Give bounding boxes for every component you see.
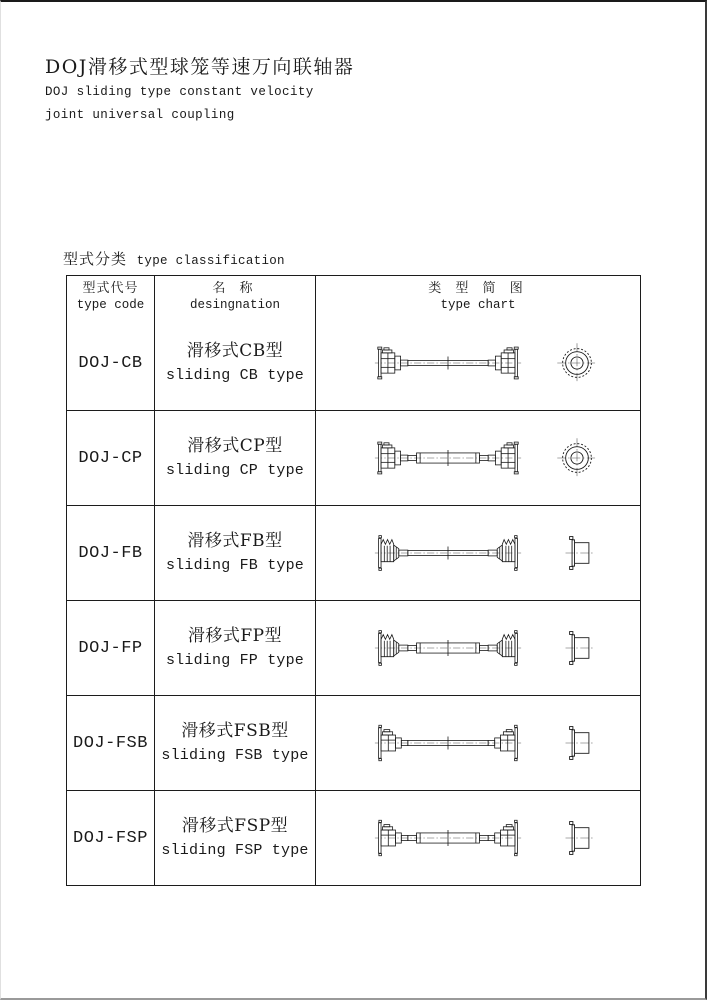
column-header-designation-en: desingnation	[189, 297, 280, 312]
coupling-end-view-drawing	[554, 813, 600, 863]
type-name-english: sliding FSP type	[161, 842, 309, 859]
title-block	[45, 54, 354, 127]
designation-cell	[154, 506, 315, 600]
type-name-chinese: 滑移式CB型	[186, 341, 284, 361]
column-header-type-code	[67, 276, 154, 316]
column-header-type-code-zh: 型式代号	[82, 280, 139, 296]
table-row	[67, 316, 640, 410]
table-row	[67, 790, 640, 885]
type-chart-cell	[315, 411, 640, 505]
type-name-chinese: 滑移式FP型	[187, 626, 283, 646]
type-name-english: sliding CB type	[165, 367, 305, 384]
section-heading-english: type classification	[136, 254, 285, 268]
type-code: DOJ-FP	[78, 638, 143, 658]
type-code: DOJ-CB	[78, 353, 143, 373]
type-code-cell	[67, 411, 154, 505]
type-classification-table	[66, 275, 641, 886]
type-name-chinese: 滑移式FSB型	[181, 721, 289, 741]
type-code: DOJ-FSP	[73, 828, 148, 848]
type-code: DOJ-FSB	[73, 733, 148, 753]
table-header-row	[67, 276, 640, 316]
type-name-english: sliding FP type	[165, 652, 305, 669]
page-title-english-line2: joint universal coupling	[45, 108, 235, 122]
page-title-english-line1: DOJ sliding type constant velocity	[45, 85, 314, 99]
section-heading	[63, 248, 285, 269]
type-chart-cell	[315, 791, 640, 885]
type-name-chinese: 滑移式CP型	[187, 436, 283, 456]
coupling-side-view-drawing	[372, 712, 524, 774]
coupling-side-view-drawing	[372, 522, 524, 584]
type-code-cell	[67, 316, 154, 410]
type-name-english: sliding FB type	[165, 557, 305, 574]
type-chart-cell	[315, 696, 640, 790]
type-name-chinese: 滑移式FSP型	[181, 816, 289, 836]
coupling-side-view-drawing	[372, 807, 524, 869]
type-code-cell	[67, 791, 154, 885]
coupling-end-view-drawing	[554, 623, 600, 673]
designation-cell	[154, 601, 315, 695]
column-header-type-chart-zh: 类 型 简 图	[428, 280, 528, 296]
table-body	[67, 316, 640, 885]
coupling-end-view-drawing	[554, 528, 600, 578]
type-code: DOJ-CP	[78, 448, 143, 468]
type-code-cell	[67, 696, 154, 790]
type-chart-cell	[315, 506, 640, 600]
coupling-end-view-drawing	[554, 718, 600, 768]
type-chart-cell	[315, 601, 640, 695]
coupling-end-view-drawing	[554, 433, 600, 483]
table-row	[67, 505, 640, 600]
designation-cell	[154, 411, 315, 505]
section-heading-chinese: 型式分类	[63, 250, 128, 268]
type-code-cell	[67, 601, 154, 695]
type-code-cell	[67, 506, 154, 600]
type-name-english: sliding FSB type	[161, 747, 309, 764]
coupling-side-view-drawing	[372, 332, 524, 394]
page-title-chinese: DOJ滑移式型球笼等速万向联轴器	[45, 56, 355, 78]
type-chart-cell	[315, 316, 640, 410]
table-row	[67, 600, 640, 695]
type-name-chinese: 滑移式FB型	[187, 531, 283, 551]
type-name-english: sliding CP type	[165, 462, 305, 479]
table-row	[67, 695, 640, 790]
designation-cell	[154, 791, 315, 885]
coupling-side-view-drawing	[372, 427, 524, 489]
type-code: DOJ-FB	[78, 543, 143, 563]
table-row	[67, 410, 640, 505]
column-header-designation-zh: 名 称	[212, 280, 258, 296]
column-header-type-code-en: type code	[76, 297, 145, 312]
coupling-end-view-drawing	[554, 338, 600, 388]
column-header-type-chart-en: type chart	[440, 297, 516, 312]
column-header-type-chart	[315, 276, 640, 316]
coupling-side-view-drawing	[372, 617, 524, 679]
designation-cell	[154, 696, 315, 790]
column-header-designation	[154, 276, 315, 316]
designation-cell	[154, 316, 315, 410]
